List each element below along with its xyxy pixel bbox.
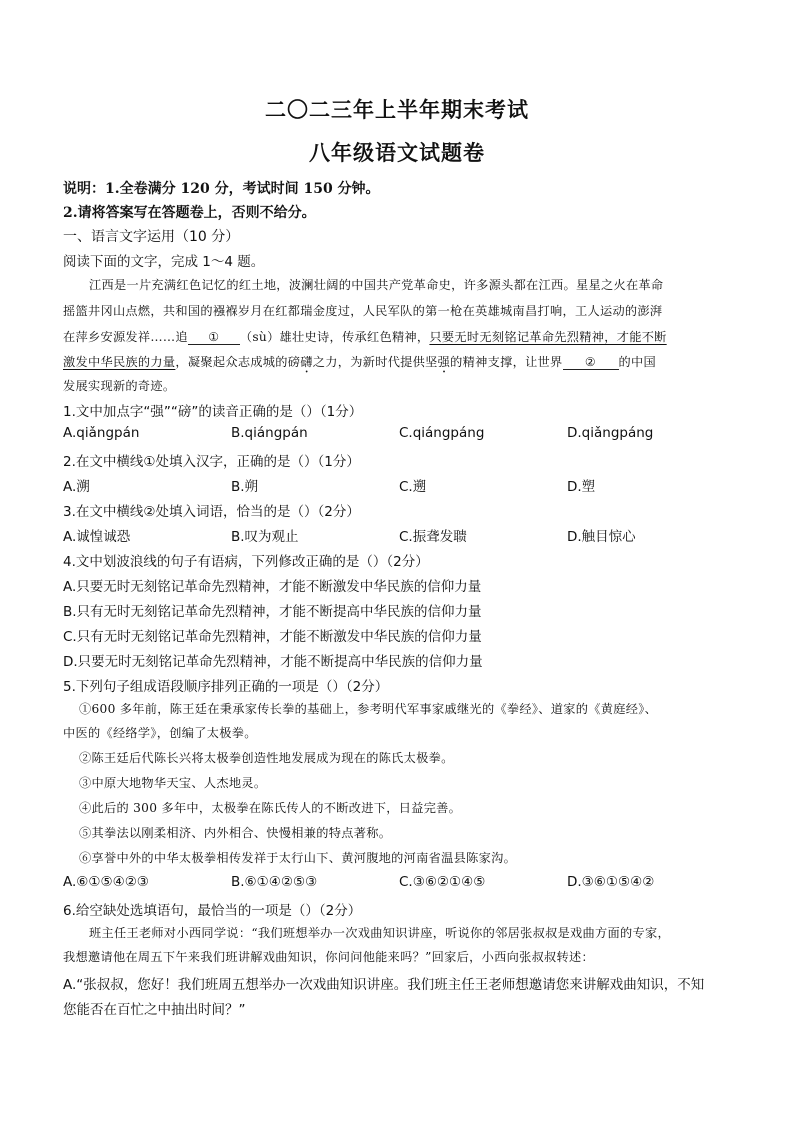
passage-text: 之力，为新时代提供坚 [312,355,438,369]
q5-option-a[interactable]: A.⑥①⑤④②③ [63,874,149,890]
section-heading: 一、语言文字运用（10 分） [63,229,240,245]
q5-option-c[interactable]: C.③⑥②①④⑤ [399,874,486,890]
q5-sentence-5: ⑤其拳法以刚柔相济、内外相合、快慢相兼的特点著称。 [79,826,392,840]
q4-option-c[interactable]: C.只有无时无刻铭记革命先烈精神，才能不断激发中华民族的信仰力量 [63,629,482,645]
question-1-stem: 1.文中加点字“强”“磅”的读音正确的是（）（1分） [63,404,363,420]
q2-option-c[interactable]: C.遡 [399,479,427,495]
q6-context-line-1: 班主任王老师对小西同学说：“我们班想举办一次戏曲知识讲座，听说你的邻居张叔叔是戏曲方面的专家， [89,926,670,940]
passage-line-5: 发展实现新的奇迹。 [63,379,176,393]
q4-option-a[interactable]: A.只要无时无刻铭记革命先烈精神，才能不断激发中华民族的信仰力量 [63,579,482,595]
q2-option-b[interactable]: B.朔 [231,479,259,495]
q4-option-b[interactable]: B.只有无时无刻铭记革命先烈精神，才能不断提高中华民族的信仰力量 [63,604,482,620]
q2-option-d[interactable]: D.塑 [567,479,596,495]
q3-option-b[interactable]: B.叹为观止 [231,529,299,545]
q1-option-d[interactable]: D.qiǎngpáng [567,425,654,441]
q6-option-a-cont: 您能否在百忙之中抽出时间？” [63,1002,246,1018]
exam-subtitle: 八年级语文试题卷 [309,140,485,165]
q5-option-b[interactable]: B.⑥①④②⑤③ [231,874,318,890]
passage-text: 的中国 [618,355,656,369]
q5-sentence-2: ②陈王廷后代陈长兴将太极拳创造性地发展成为现在的陈氏太极拳。 [79,751,454,765]
blank-1: ① [188,330,240,345]
q2-option-a[interactable]: A.溯 [63,479,90,495]
q5-sentence-1-cont: 中医的《经络学》，创编了太极拳。 [63,726,257,740]
passage-text: 在萍乡安源发祥……追 [63,330,188,344]
q5-option-d[interactable]: D.③⑥①⑤④② [567,874,655,890]
instructions-line-2: 2.请将答案写在答题卷上，否则不给分。 [63,205,316,221]
q1-option-b[interactable]: B.qiángpán [231,425,308,441]
question-3-stem: 3.在文中横线②处填入词语，恰当的是（）（2分） [63,504,360,520]
q5-sentence-3: ③中原大地物华天宝、人杰地灵。 [79,776,267,790]
q3-option-d[interactable]: D.触目惊心 [567,529,636,545]
passage-line-1: 江西是一片充满红色记忆的红土地，波澜壮阔的中国共产党革命史，许多源头都在江西。星星之火在革命 [89,278,664,292]
dotted-char: 强 [437,355,451,369]
passage-text: （sù）雄壮史诗，传承红色精神， [239,330,430,344]
wavy-sentence: 激发中华民族的力量 [63,355,176,369]
q3-option-c[interactable]: C.振聋发聩 [399,529,467,545]
q5-sentence-1: ①600 多年前，陈王廷在秉承家传长拳的基础上，参考明代军事家戚继光的《拳经》、道家的《黄庭经》、 [79,702,658,716]
question-4-stem: 4.文中划波浪线的句子有语病，下列修改正确的是（）（2分） [63,554,429,570]
passage-text: ，凝聚起众志成城的磅 [175,355,301,369]
passage-text: 的精神支撑，让世界 [450,355,563,369]
passage-line-4 [63,353,743,376]
passage-line-2: 摇篮井冈山点燃，共和国的襁褓岁月在红都瑞金度过，人民军队的第一枪在英雄城南昌打响，工人运动的澎湃 [63,304,663,318]
wavy-sentence: 只要无时无刻铭记革命先烈精神，才能不断 [429,330,667,344]
question-5-stem: 5.下列句子组成语段顺序排列正确的一项是（）（2分） [63,679,389,695]
section-instruction: 阅读下面的文字，完成 1～4 题。 [63,254,265,270]
passage-line-3 [63,328,743,345]
q1-option-a[interactable]: A.qiǎngpán [63,425,140,441]
exam-title: 二〇二三年上半年期末考试 [265,97,529,122]
instructions-line-1: 说明：1.全卷满分 120 分，考试时间 150 分钟。 [63,181,380,197]
q5-sentence-6: ⑥享誉中外的中华太极拳相传发祥于太行山下、黄河腹地的河南省温县陈家沟。 [79,851,517,865]
q5-sentence-4: ④此后的 300 多年中，太极拳在陈氏传人的不断改进下，日益完善。 [79,801,462,815]
q1-option-c[interactable]: C.qiángpáng [399,425,485,441]
blank-2: ② [563,355,619,370]
question-2-stem: 2.在文中横线①处填入汉字，正确的是（）（1分） [63,454,360,470]
question-6-stem: 6.给空缺处选填语句，最恰当的一项是（）（2分） [63,903,362,919]
q4-option-d[interactable]: D.只要无时无刻铭记革命先烈精神，才能不断提高中华民族的信仰力量 [63,654,483,670]
dotted-char: 礴 [300,355,313,369]
q3-option-a[interactable]: A.诚惶诚恐 [63,529,131,545]
q6-context-line-2: 我想邀请他在周五下午来我们班讲解戏曲知识，你问问他能来吗？”回家后，小西向张叔叔转述： [63,950,595,964]
q6-option-a[interactable]: A.“张叔叔，您好！我们班周五想举办一次戏曲知识讲座。我们班主任王老师想邀请您来讲解戏曲知识，不知 [63,977,705,993]
